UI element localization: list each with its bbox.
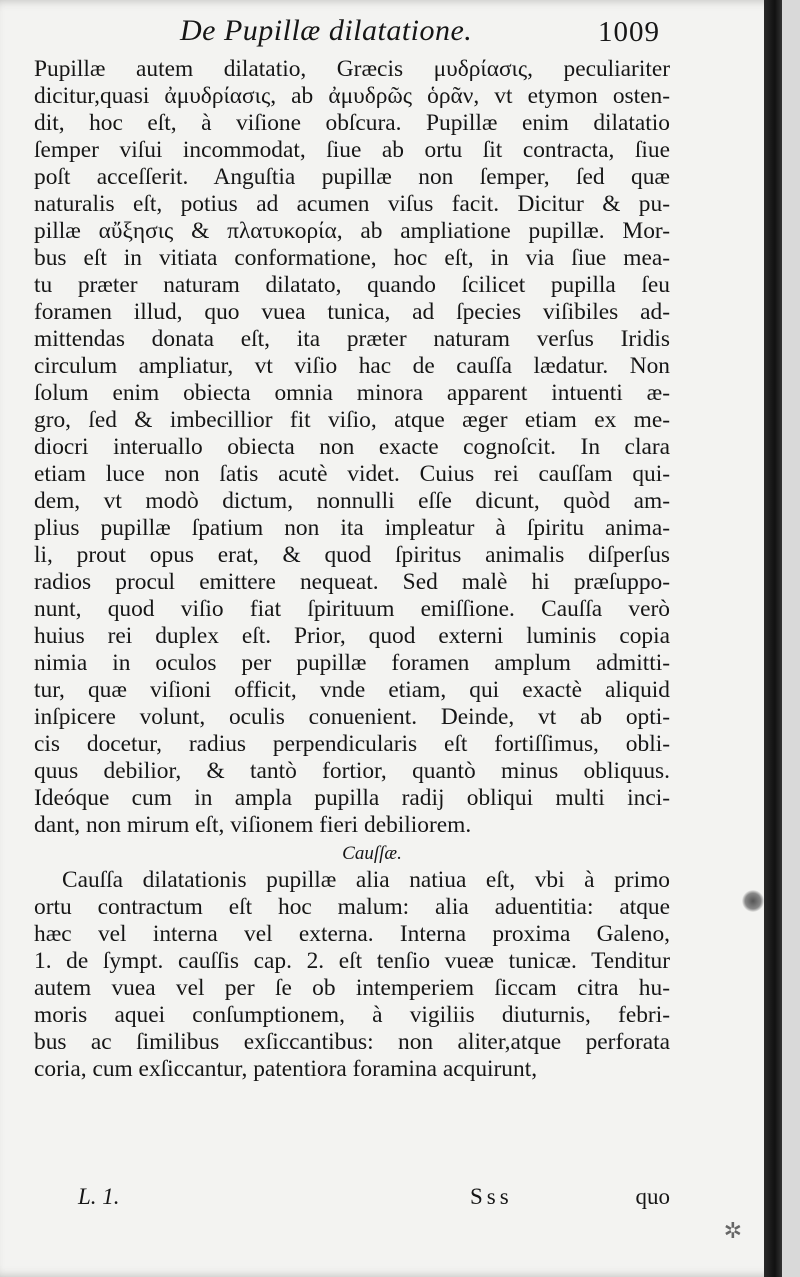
text-line: bus eſt in vitiata conformatione, hoc eſt, in via ſiue mea-: [34, 245, 670, 271]
text-line: dicitur,quasi ἀμυδρίασις, ab ἀμυδρῶς ὁρᾶν, vt etymon osten-: [34, 83, 670, 109]
section-heading: Cauſſæ.: [342, 843, 402, 864]
text-line: moris aquei conſumptionem, à vigiliis diuturnis, febri-: [34, 1002, 670, 1028]
catchword: quo: [635, 1184, 670, 1209]
page-number: 1009: [598, 16, 660, 48]
text-line: 1. de ſympt. cauſſis cap. 2. eſt tenſio vueæ tunicæ. Tenditur: [34, 948, 670, 974]
text-line: huius rei duplex eſt. Prior, quod externi luminis copia: [34, 623, 670, 649]
text-line: nunt, quod viſio fiat ſpirituum emiſſione. Cauſſa verò: [34, 596, 670, 622]
text-line: poſt acceſſerit. Anguſtia pupillæ non ſemper, ſed quæ: [34, 164, 670, 190]
body-text: [34, 56, 670, 1083]
running-title: De Pupillæ dilatatione.: [180, 14, 473, 47]
text-line: foramen illud, quo vuea tunica, ad ſpecies viſibiles ad-: [34, 299, 670, 325]
text-line: Ideóque cum in ampla pupilla radij obliqui multi inci-: [34, 785, 670, 811]
page-edge-shadow: [764, 0, 782, 1277]
text-line: tu præter naturam dilatato, quando ſcilicet pupilla ſeu: [34, 272, 670, 298]
text-line: radios procul emittere nequeat. Sed malè hi præſuppo-: [34, 569, 670, 595]
page-footer: [78, 1184, 670, 1214]
text-line: ſemper viſui incommodat, ſiue ab ortu ſit contracta, ſiue: [34, 137, 670, 163]
text-line: coria, cum exſiccantur, patentiora foramina acquirunt,: [34, 1056, 538, 1082]
text-line: naturalis eſt, potius ad acumen viſus facit. Dicitur & pu-: [34, 191, 670, 217]
text-line: plius pupillæ ſpatium non ita impleatur à ſpiritu anima-: [34, 515, 670, 541]
ink-blot: [742, 890, 764, 912]
ornament-mark: ✲: [723, 1218, 742, 1243]
text-line: quus debilior, & tantò fortior, quantò minus obliquus.: [34, 758, 670, 784]
text-line: hæc vel interna vel externa. Interna proxima Galeno,: [34, 921, 670, 947]
signature-mark: L. 1.: [78, 1184, 120, 1209]
text-line: ortu contractum eſt hoc malum: alia aduentitia: atque: [34, 894, 670, 920]
text-line: diocri interuallo obiecta non exacte cognoſcit. In clara: [34, 434, 670, 460]
text-line: autem vuea vel per ſe ob intemperiem ſiccam citra hu-: [34, 975, 670, 1001]
text-line: inſpicere volunt, oculis conuenient. Deinde, vt ab opti-: [34, 704, 670, 730]
paragraph-definition: [34, 56, 670, 839]
text-line: tur, quæ viſioni officit, vnde etiam, qui exactè aliquid: [34, 677, 670, 703]
text-line: dem, vt modò dictum, nonnulli eſſe dicunt, quòd am-: [34, 488, 670, 514]
text-line: pillæ αὔξησις & πλατυκορία, ab ampliatione pupillæ. Mor-: [34, 218, 670, 244]
text-line: nimia in oculos per pupillæ foramen amplum admitti-: [34, 650, 670, 676]
page-header: [60, 14, 660, 54]
text-line: ſolum enim obiecta omnia minora apparent intuenti æ-: [34, 380, 670, 406]
text-line: gro, ſed & imbecillior fit viſio, atque æger etiam ex me-: [34, 407, 670, 433]
paragraph-causes: [34, 867, 670, 1083]
text-line: li, prout opus erat, & quod ſpiritus animalis diſperſus: [34, 542, 670, 568]
text-line: etiam luce non ſatis acutè videt. Cuius rei cauſſam qui-: [34, 461, 670, 487]
text-line: Cauſſa dilatationis pupillæ alia natiua eſt, vbi à primo: [62, 867, 670, 893]
text-line: cis docetur, radius perpendicularis eſt fortiſſimus, obli-: [34, 731, 670, 757]
text-line: circulum ampliatur, vt viſio hac de cauſſa lædatur. Non: [34, 353, 670, 379]
text-line: dit, hoc eſt, à viſione obſcura. Pupillæ enim dilatatio: [34, 110, 670, 136]
text-line: mittendas donata eſt, ita præter naturam verſus Iridis: [34, 326, 670, 352]
text-line: bus ac ſimilibus exſiccantibus: non aliter,atque perforata: [34, 1029, 670, 1055]
text-line: dant, non mirum eſt, viſionem fieri debiliorem.: [34, 812, 472, 838]
gathering-signature: Sss: [470, 1184, 513, 1209]
text-line: Pupillæ autem dilatatio, Græcis μυδρίασις, peculiariter: [34, 56, 670, 82]
